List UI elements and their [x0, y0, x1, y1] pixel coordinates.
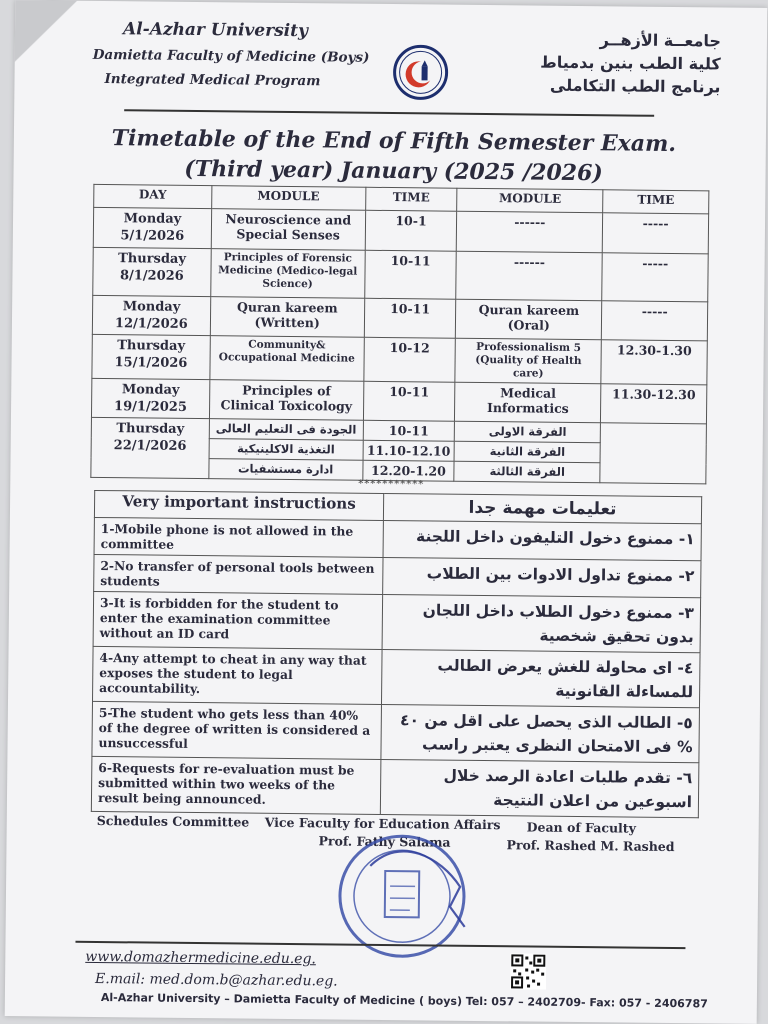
instruction-ar: ٥- الطالب الذى يحصل على اقل من ٤٠ % فى الامتحان النظرى يعتبر راسب — [381, 704, 700, 762]
table-row — [94, 554, 701, 597]
instruction-en: 1-Mobile phone is not allowed in the committee — [94, 517, 383, 557]
table-row — [92, 701, 700, 762]
qr-code-icon — [510, 953, 546, 989]
table-row — [93, 591, 701, 652]
time-cell-empty — [600, 423, 706, 484]
vice-faculty-name: Prof. Fathy Salama — [318, 833, 451, 850]
folded-corner — [5, 0, 86, 67]
day-cell: Thursday 8/1/2026 — [93, 247, 211, 296]
page-title — [103, 123, 684, 189]
instruction-ar: ٤- اى محاولة للغش يعرض الطالب للمساءلة القانونية — [381, 649, 700, 707]
university-name: Al-Azhar University — [122, 19, 308, 42]
separator-stars: *********** — [358, 478, 425, 491]
time-cell: 11.30-12.30 — [601, 384, 707, 424]
table-row — [92, 295, 707, 340]
day-cell: Monday 5/1/2026 — [93, 207, 211, 248]
time-cell: 10-11 — [363, 381, 455, 421]
website-link[interactable]: www.domazhermedicine.edu.eg. — [85, 948, 317, 968]
faculty-name: Damietta Faculty of Medicine (Boys) — [92, 46, 370, 66]
instruction-ar: ٣- ممنوع دخول الطلاب داخل اللجان بدون تحقيق شخصية — [382, 594, 701, 652]
time-cell: 10-11 — [364, 298, 456, 338]
time-cell: ----- — [602, 253, 708, 302]
time-cell: 10-11 — [363, 420, 455, 441]
document-page — [5, 0, 768, 1024]
header-module: MODULE — [211, 186, 365, 211]
vice-faculty-title: Vice Faculty for Education Affairs — [264, 814, 501, 833]
faculty-name-ar: كلية الطب بنين بدمياط — [540, 52, 721, 74]
instruction-en: 5-The student who gets less than 40% of the degree of written is considered a unsuccessful — [92, 701, 382, 759]
day-cell: Monday 12/1/2026 — [92, 295, 210, 335]
header-left — [92, 19, 369, 90]
module-cell: Quran kareem (Written) — [210, 297, 364, 338]
table-row — [94, 517, 701, 560]
faculty-address: Al-Azhar University – Damietta Faculty of Medicine ( boys) Tel: 057 – 2402709- Fax: 057 - 2406787 — [100, 991, 708, 1011]
module-cell: Quran kareem (Oral) — [456, 299, 602, 340]
time-cell: 10-12 — [363, 337, 455, 382]
module-cell: Medical Informatics — [455, 382, 601, 423]
instruction-en: 6-Requests for re-evaluation must be submitted within two weeks of the result being announced. — [91, 756, 381, 814]
schedules-committee: Schedules Committee — [96, 812, 250, 830]
module-cell: Neuroscience and Special Senses — [211, 209, 365, 251]
table-row — [91, 756, 699, 817]
module-cell: Principles of Clinical Toxicology — [209, 380, 363, 421]
group-cell: الفرقة الثانية — [454, 441, 600, 463]
table-row — [91, 378, 706, 423]
university-name-ar: جامعــة الأزهــر — [599, 30, 722, 51]
day-cell: Monday 19/1/2025 — [91, 378, 209, 418]
time-cell: 10-11 — [364, 250, 456, 299]
instruction-en: 2-No transfer of personal tools between students — [94, 554, 383, 594]
header-time: TIME — [603, 190, 709, 214]
time-cell: 10-1 — [365, 210, 457, 251]
email-link[interactable]: E.mail: med.dom.b@azhar.edu.eg. — [95, 970, 338, 990]
module-cell: ------ — [457, 211, 603, 253]
crescent-seal-icon — [392, 44, 449, 101]
header-module: MODULE — [457, 188, 603, 213]
program-name: Integrated Medical Program — [104, 71, 321, 90]
instruction-ar: ٦- تقدم طلبات اعادة الرصد خلال اسبوعين من اعلان النتيجة — [380, 759, 699, 817]
module-cell: الجودة فى التعليم العالى — [209, 419, 363, 441]
time-cell: ----- — [602, 301, 708, 341]
header-right — [540, 30, 721, 101]
instruction-ar: ١- ممنوع دخول التليفون داخل اللجنة — [383, 520, 701, 560]
table-row — [92, 334, 707, 384]
program-name-ar: برنامج الطب التكاملى — [549, 75, 721, 97]
group-cell: الفرقة الثالثة — [454, 461, 600, 483]
group-cell: الفرقة الاولى — [455, 421, 601, 443]
day-cell: Thursday 15/1/2026 — [92, 334, 210, 379]
exam-timetable — [90, 184, 709, 484]
title-line-1: Timetable of the End of Fifth Semester Exam. — [111, 125, 677, 158]
module-cell: التغذية الاكلينيكية — [209, 439, 363, 461]
instructions-heading-en: Very important instructions — [94, 490, 383, 520]
table-row — [93, 646, 701, 707]
instruction-ar: ٢- ممنوع تداول الادوات بين الطلاب — [383, 557, 701, 597]
instructions-table — [91, 490, 702, 818]
module-cell: ادارة مستشفيات — [209, 459, 363, 481]
dean-title: Dean of Faculty — [526, 819, 636, 836]
header-day: DAY — [94, 184, 212, 208]
time-cell: 11.10-12.10 — [363, 440, 455, 461]
table-row — [93, 247, 708, 301]
module-cell: Principles of Forensic Medicine (Medico-legal Science) — [211, 249, 365, 299]
header-time: TIME — [365, 187, 457, 211]
module-cell: ------ — [456, 251, 602, 301]
day-cell: Thursday 22/1/2026 — [91, 417, 209, 478]
time-cell: 12.30-1.30 — [601, 340, 707, 385]
module-cell: Professionalism 5 (Quality of Health care) — [455, 338, 601, 384]
time-cell: 12.20-1.20 — [362, 460, 454, 481]
table-row — [93, 207, 708, 253]
time-cell: ----- — [602, 213, 708, 254]
instruction-en: 3-It is forbidden for the student to enter the examination committee without an ID card — [93, 591, 383, 649]
instructions-heading-ar: تعليمات مهمة جدا — [383, 493, 701, 523]
title-line-2: (Third year) January (2025 /2026) — [184, 155, 603, 187]
header-divider — [124, 109, 654, 117]
dean-name: Prof. Rashed M. Rashed — [506, 837, 675, 855]
instruction-en: 4-Any attempt to cheat in any way that exposes the student to legal accountability. — [93, 646, 383, 704]
module-cell: Community& Occupational Medicine — [210, 336, 364, 382]
